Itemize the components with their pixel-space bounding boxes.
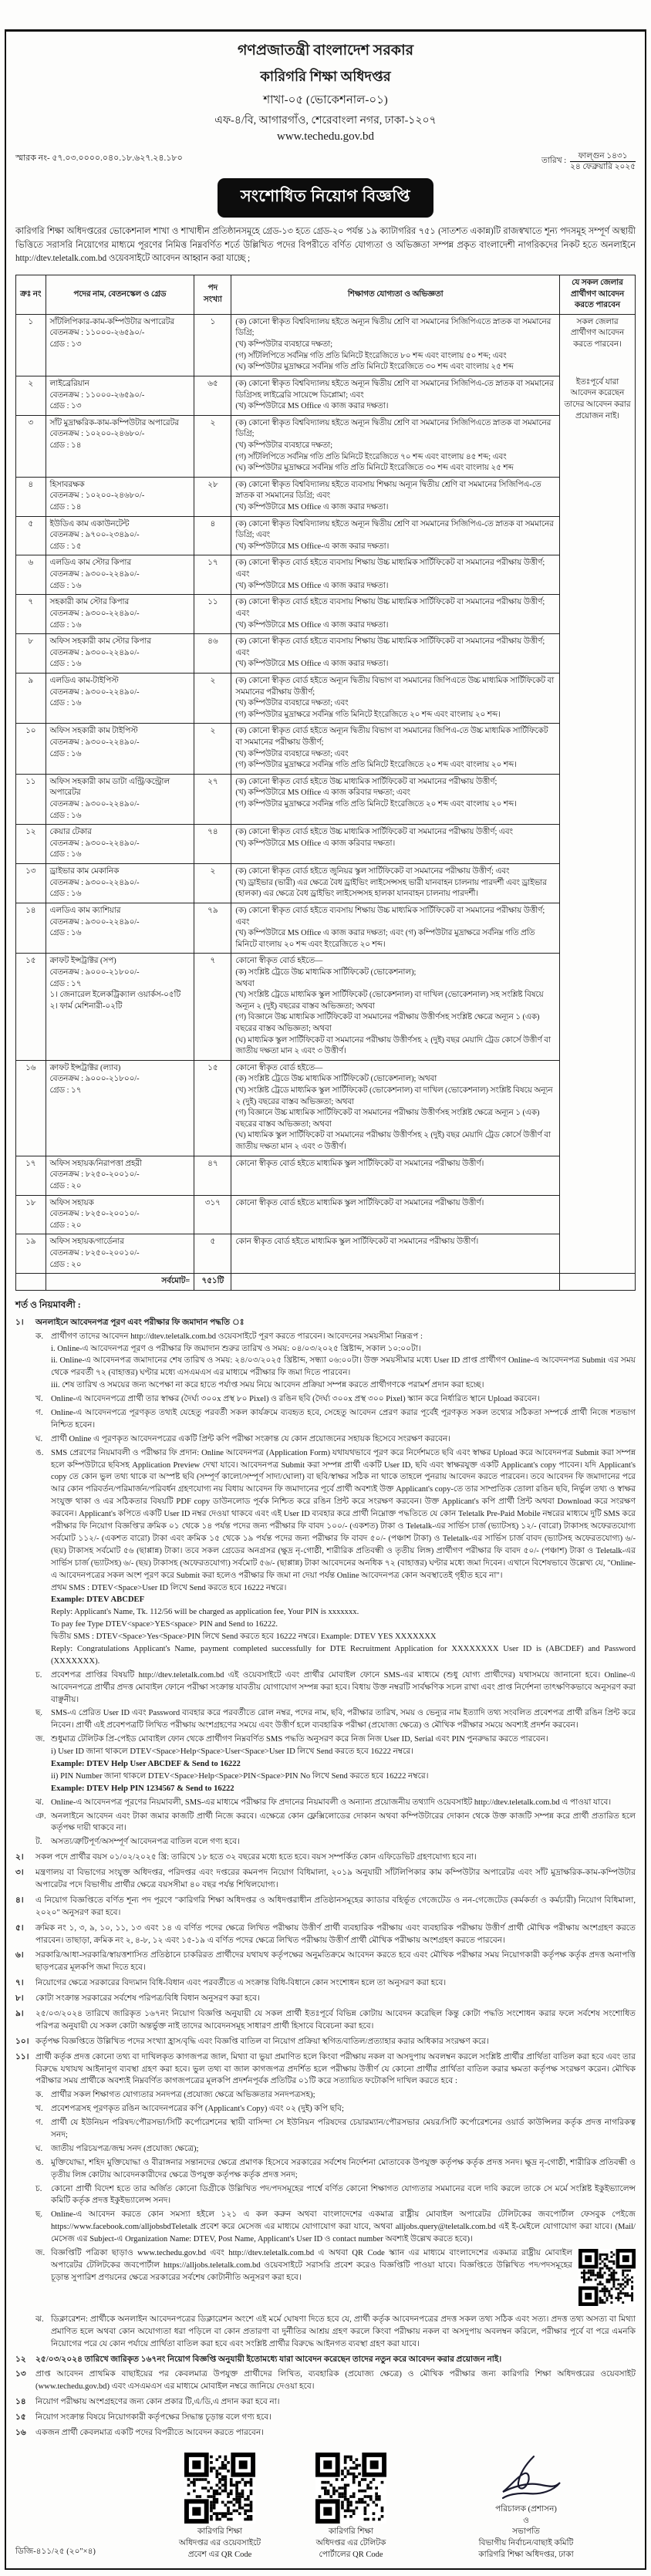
condition-number: ১২: [15, 2355, 26, 2364]
post-count: ২৭: [194, 774, 231, 824]
qualification-cell: (ক) কোনো স্বীকৃত বোর্ড হইতে জুনিয়র স্কুল সার্টিফিকেট বা সমমানের পরীক্ষায় উত্তীর্ণ; এবং (খ) ড্রাইভার (ভারী) এর ক্ষেত্রে বৈধ ড্রাইভিং লাইসেন্সসহ ভারী যানবাহন চালনায় পারদর্শী এবং ড্রাইভার (হালকা) এর ক্ষেত্রে বৈধ ড্রাইভিং লাইসেন্সসহ হালকা যানবাহন চালনায় পারদর্শী।: [231, 864, 560, 903]
sub-item-label: চ.: [35, 2184, 42, 2193]
signature-block: [417, 2450, 636, 2561]
table-row: [16, 1234, 636, 1274]
sub-item-label: ছ.: [35, 2210, 43, 2220]
condition-sub-item: [35, 1707, 636, 1732]
footer: [15, 2450, 636, 2561]
post-name-cell: ক্রাফট ইন্সট্রাক্টর (ল্যাব) বেতনক্রম : ৯০০০-২১৮০০/- গ্রেড : ১৭: [46, 1060, 194, 1156]
document-frame: [5, 29, 646, 2570]
table-header-row: [16, 275, 636, 315]
post-count: ৭৪: [194, 825, 231, 864]
sub-item-text: Online-এ আবেদনপত্র পূরণের নিয়মাবলী, SMS-এর মাধ্যমে পরীক্ষার ফি প্রদানের নিয়মাবলী ও অন্যান্য প্রয়োজনীয় তথ্যাদি ওয়েবসাইট http://dtev.teletalk.com.bd এ পাওয়া যাবে।: [51, 1798, 612, 1807]
condition-sub-item: [35, 2117, 636, 2142]
condition-text: নিয়োগের ক্ষেত্রে সরকারের বিদ্যমান বিধি-বিধান এবং পরবর্তীতে এ সংক্রান্ত বিধি-বিধানে কোন সংশোধন হলে তা অনুসরণ করা হবে।: [35, 1979, 447, 1988]
table-row: [16, 903, 636, 953]
table-row: [16, 1060, 636, 1156]
post-serial: ৯: [16, 673, 46, 723]
conditions-heading: শর্ত ও নিয়মাবলী :: [15, 1298, 81, 1310]
qr-code-website-icon: [154, 2453, 285, 2524]
sub-item-label: খ.: [35, 2105, 43, 2114]
table-row: [16, 415, 636, 477]
condition-item: [15, 1852, 636, 1864]
qualification-cell: (ক) কোনো স্বীকৃত বিশ্ববিদ্যালয় হইতে অন্যূন দ্বিতীয় শ্রেণি বা সমমানের সিজিপিএতে স্নাতক বা সমমানের ডিগ্রি; (খ) কম্পিউটার ব্যবহারে দক্ষতা; (গ) সাঁটলিপিতে সর্বনিম্ন গতি প্রতি মিনিটে ইংরেজিতে ৮০ শব্দ এবং বাংলায় ৫০ শব্দ; এবং (ঘ) কম্পিউটার মুদ্রাক্ষরে সর্বনিম্ন গতি প্রতি মিনিটে ইংরেজিতে ৩০ শব্দ এবং বাংলায় ২৫ শব্দ: [231, 314, 560, 376]
qualification-cell: (ক) কোনো স্বীকৃত বোর্ড হইতে ব্যবসায় শিক্ষায় উচ্চ মাধ্যমিক সার্টিফিকেট বা সমমানের পরীক্ষায় উত্তীর্ণ; এবং (খ) কম্পিউটারে MS Office এ কাজ করার দক্ষতা; এবং (গ) কম্পিউটার মুদ্রাক্ষরে সর্বনিম্ন গতি প্রতি মিনিটে বাংলায় ২০ শব্দ এবং ইংরেজিতে ২০ শব্দ।: [231, 903, 560, 953]
col-header-sl: ক্রঃ নং: [16, 275, 46, 315]
condition-sub-item: [35, 1331, 636, 1392]
condition-number: ৮।: [15, 1994, 24, 2004]
department-title: কারিগরি শিক্ষা অধিদপ্তর: [260, 69, 391, 84]
date-bangla: ফাল্গুন ১৪৩১: [570, 151, 636, 162]
condition-item: [15, 2354, 636, 2366]
condition-text: সকল পদে প্রার্থীর বয়স ০১/০২/২০২৫ খ্রি: তারিখে ১৮ হতে ৩২ বছরের মধ্যে হতে হবে। বয়স সম্পর্কিত কোন এফিডেভিট গ্রহণযোগ্য হবে না।: [35, 1853, 477, 1862]
post-count: ১৭: [194, 555, 231, 595]
condition-item: [15, 2051, 636, 2351]
condition-text: অনলাইনে আবেদনপত্র পূরণ এবং পরীক্ষার ফি জমাদান পদ্ধতি ঃ ক. প্রার্থীগণ তাদের আবেদন http://dtev.teletalk.com.bd ওয়েবসাইটে পূরণ করতে পারবেন। আবেদনের সময়সীমা নিম্নরূপ : i. Online-এ আবেদনপত্র পূরণ ও পরীক্ষার ফি জমাদান শুরুর তারিখ ও সময়: ০৪/০৩/২০২৫ খ্রিষ্টাব্দ, সকাল ১০:০০টা। ii. Online-এ আবেদনপত্র জমাদানের শেষ তারিখ ও সময়: ২৪/০৩/২০২৫ খ্রিষ্টাব্দ, সন্ধ্যা ০৬:০০টা। উক্ত সময়সীমার মধ্যে User ID প্রাপ্ত প্রার্থীগণ Online-এ আবেদনপত্র Submit এর সময় থেকে পরবর্তী ৭২ (বাহাত্তর) ঘণ্টার মধ্যে এসএমএস এর মাধ্যমে পরীক্ষার ফি জমা দিতে পারবেন। iii. শেষ তারিখ ও সময়ের জন্য অপেক্ষা না করে হাতে পর্যাপ্ত সময় নিয়ে আবেদন প্রক্রিয়া সম্পন্ন করতে প্রার্থীগণকে পরামর্শ প্রদান করা হচ্ছে। খ. Online-এ আবেদনপত্রে প্রার্থী তার স্বাক্ষর (দৈর্ঘ্য ৩০০x প্রস্থ ৮০ Pixel) ও রঙিন ছবি (দৈর্ঘ্য ৩০০x প্রস্থ ৩০০ Pixel) স্ক্যান করে নির্ধারিত স্থানে Upload করবেন। গ. Online-এ আবেদনপত্রে পূরণকৃত তথ্যই যেহেতু পরবর্তী সকল কার্যক্রমে ব্যবহৃত হবে, সেহেতু আবেদন প্রেরণ করার পূর্বেই পূরণকৃত সকল তথ্যের সঠিকতা সম্পর্কে প্রার্থী নিজে শতভাগ নিশ্চিত হবেন। ঘ. প্রার্থী Online এ পূরণকৃত আবেদনপত্রের একটি প্রিন্ট কপি পরীক্ষা সংক্রান্ত যে কোন প্রয়োজনের সহায়ক হিসেবে সংরক্ষণ করবেন। ঙ. SMS প্রেরণের নিয়মাবলী ও পরীক্ষার ফি প্রদান: Online আবেদনপত্র (Application Form) যথাযথভাবে পূরণ করে নির্দেশমতে ছবি এবং স্বাক্ষর Upload করে আবেদনপত্র Submit করা সম্পন্ন হলে কম্পিউটারে ছবিসহ Application Preview দেখা যাবে। আবেদনপত্র Submit করা সম্পন্ন প্রার্থী একটি User ID, ছবি এবং স্বাক্ষরযুক্ত একটি Applicant's copy পাবেন। যদি Applicant's copy তে কোন ভুল তথ্য থাকে বা অস্পষ্ট ছবি (সম্পূর্ণ কালো/সম্পূর্ণ সাদা/ঘোলা) বা ছবি/স্বাক্ষর সঠিক না থাকে তাহলে পুনরায় আবেদন করতে পারবেন। তবে আবেদন ফি জমাদানের পরে আর কোন পরিবর্তন/পরিমার্জন/পরিবর্ধন গ্রহণযোগ্য নয় বিধায় আবেদন ফি জমাদানের পূর্বে প্রার্থী অবশ্যই উক্ত Applicant's copy-তে তার সাম্প্রতিক তোলা রঙিন ছবি, নির্ভুল তথ্য ও স্বাক্ষর সংযুক্ত থাকা ও এর সঠিকতার বিষয়টি PDF copy ডাউনলোড পূর্বক নিশ্চিত করে রঙিন প্রিন্ট করে সংরক্ষণ করবেন। উক্ত Applicant's কপি প্রার্থী প্রিন্ট অথবা Download করে সংরক্ষণ করবেন। Applicant's কপিতে একটি User ID নম্বর দেওয়া থাকবে এবং এই User ID ব্যবহার করে প্রার্থী নিম্নোক্ত পদ্ধতিতে যে কোন Teletalk Pre-Paid Mobile নম্বরের মাধ্যমে দুটি SMS করে পরীক্ষার ফি নিয়োগ বিজ্ঞপ্তি'র ক্রমিক ০১ থেকে ১৪ পর্যন্ত পদের জন্য পরীক্ষার ফি বাবদ ১০০/- (একশত) টাকা ও Teletalk-এর সার্ভিস চার্জ (ভ্যাটসহ) ১২/- (বারো) টাকাসহ অফেরতযোগ্য সর্বমোট ১১২/- (একশত বারো) টাকা এবং ক্রমিক ১৫ থেকে ১৯ পর্যন্ত পদের জন্য পরীক্ষার ফি বাবদ ৫০/- (পঞ্চাশ টাকা) ও Teletalk-এর সার্ভিস চার্জ বাবদ (ভ্যাটসহ অফেরতযোগ্য) ৬/- (ছয়) টাকাসহ সর্বমোট ৫৬ (ছাপ্পান্ন) টাকা। তবে সকল গ্রেডের অনগ্রসর (ক্ষুদ্র নৃ-গোষ্ঠী, শারীরিক প্রতিবন্ধী ও তৃতীয় লিঙ্গ) প্রার্থীগণ পরীক্ষার ফি বাবদ ৫০/- (পঞ্চাশ) টাকা ও Teletalk-এর সার্ভিস চার্জ (ভ্যাটসহ) ৬/- (ছয়) টাকাসহ (অফেরতযোগ্য) সর্বমোট ৫৬/- (ছাপ্পান্ন) টাকা আবেদনের অনধিক ৭২ (বাহাত্তর) ঘণ্টার মধ্যে জমা দিবেন। এখানে বিশেষভাবে উল্লেখ্য যে, "Online-এ আবেদনপত্রের সকল অংশ পূরণ করে Submit করা হলেও পরীক্ষার ফি জমা না দেয়া পর্যন্ত Online আবেদনপত্র কোন অবস্থাতেই গৃহীত হবে না"। প্রথম SMS : DTEV<Space>User ID লিখে Send করতে হবে 16222 নম্বরে। Example: DTEV ABCDEF Reply: Applicant's Name, Tk. 112/56 will be charged as application fee, Your PIN is xxxxxxx. To pay fee Type DTEV<space>YES<space> PIN and Send to 16222. দ্বিতীয় SMS : DTEV<Space>Yes<Space>PIN লিখে Send করতে হবে 16222 নম্বরে। Example: DTEV YES XXXXXXX Reply: Congratulations Applicant's Name, payment completed successfully for DTE Recruitment Application for XXXXXXXX User ID is (ABCDEF) and Password (XXXXXXX). চ. প্রবেশপত্র প্রাপ্তির বিষয়টি http://dtev.teletalk.com.bd এই ওয়েবসাইটে এবং প্রার্থীর মোবাইল ফোনে SMS-এর মাধ্যমে (শুধু যোগ্য প্রার্থীদের) যথাসময়ে জানানো হবে। Online-এ আবেদনপত্রে প্রার্থীর প্রদত্ত মোবাইল ফোনে পরীক্ষা সংক্রান্ত যাবতীয় যোগাযোগ সম্পন্ন করা হবে। বিধায় উক্ত নম্বরটি সার্বক্ষণিক সচল রাখা এবং প্রাপ্ত নির্দেশনা তাৎক্ষণিকভাবে অনুসরণ করা বাঞ্ছনীয়। ছ. SMS-এ প্রেরিত User ID এবং Password ব্যবহার করে পরবর্তীতে রোল নম্বর, পদের নাম, ছবি, পরীক্ষার তারিখ, সময় ও ভেন্যুর নাম ইত্যাদি তথ্য সংবলিত প্রবেশপত্র প্রার্থী রঙিন প্রিন্ট করে নিবেন। প্রার্থী এই প্রবেশপত্রটি লিখিত পরীক্ষায় অংশগ্রহণের সময়ে এবং উত্তীর্ণ হলে ব্যবহারিক পরীক্ষা (প্রযোজ্য ক্ষেত্রে) ও মৌখিক পরীক্ষার সময়ে অবশ্যই প্রদর্শন করবেন। জ. শুধুমাত্র টেলিটক প্রি-পেইড মোবাইল ফোন থেকে প্রার্থীগণ নিম্নবর্ণিত SMS পদ্ধতি অনুসরণ করে নিজ নিজ User ID, Serial এবং PIN পুনরুদ্ধার করতে পারবেন। i) User ID জানা থাকলে DTEV<Space>Help<Space>User<Space>User ID লিখে Send করতে হবে 16222 নম্বরে। Example: DTEV Help User ABCDEF & Send to 16222 ii) PIN Number জানা থাকলে DTEV<Space>Help<Space>PIN<Space>PIN No লিখে Send করতে হবে 16222 নম্বরে। Example: DTEV Help PIN 1234567 & Send to 16222 ঝ. Online-এ আবেদনপত্র পূরণের নিয়মাবলী, SMS-এর মাধ্যমে পরীক্ষার ফি প্রদানের নিয়মাবলী ও অন্যান্য প্রয়োজনীয় তথ্যাদি ওয়েবসাইট http://dtev.teletalk.com.bd এ পাওয়া যাবে। ঞ. অনলাইনে আবেদন এবং টাকা জমার কাজটি প্রার্থী নিজে করবে। এক্ষেত্রে কোন ফ্লেক্সিলোডের দোকান অথবা কম্পিউটারের দোকান থেকে উক্ত কাজটি সম্পন্ন করে প্রার্থী প্রতারিত হলে কর্তৃপক্ষ দায়ী থাকবে না। ট. অসত্য/ত্রুটিপূর্ণ/অসম্পূর্ণ আবেদনপত্র বাতিল বলে গণ্য হবে।: [35, 1317, 636, 1848]
sub-item-text: SMS প্রেরণের নিয়মাবলী ও পরীক্ষার ফি প্রদান: Online আবেদনপত্র (Application Form) যথাযথভাবে পূরণ করে নির্দেশমতে ছবি এবং স্বাক্ষর Upload করে আবেদনপত্র Submit করা সম্পন্ন হলে কম্পিউটারে ছবিসহ Application Preview দেখা যাবে। আবেদনপত্র Submit করা সম্পন্ন প্রার্থী একটি User ID, ছবি এবং স্বাক্ষরযুক্ত একটি Applicant's copy পাবেন। যদি Applicant's copy তে কোন ভুল তথ্য থাকে বা অস্পষ্ট ছবি (সম্পূর্ণ কালো/সম্পূর্ণ সাদা/ঘোলা) বা ছবি/স্বাক্ষর সঠিক না থাকে তাহলে পুনরায় আবেদন করতে পারবেন। তবে আবেদন ফি জমাদানের পরে আর কোন পরিবর্তন/পরিমার্জন/পরিবর্ধন গ্রহণযোগ্য নয় বিধায় আবেদন ফি জমাদানের পূর্বে প্রার্থী অবশ্যই উক্ত Applicant's copy-তে তার সাম্প্রতিক তোলা রঙিন ছবি, নির্ভুল তথ্য ও স্বাক্ষর সংযুক্ত থাকা ও এর সঠিকতার বিষয়টি PDF copy ডাউনলোড পূর্বক নিশ্চিত করে রঙিন প্রিন্ট করে সংরক্ষণ করবেন। উক্ত Applicant's কপি প্রার্থী প্রিন্ট অথবা Download করে সংরক্ষণ করবেন। Applicant's কপিতে একটি User ID নম্বর দেওয়া থাকবে এবং এই User ID ব্যবহার করে প্রার্থী নিম্নোক্ত পদ্ধতিতে যে কোন Teletalk Pre-Paid Mobile নম্বরের মাধ্যমে দুটি SMS করে পরীক্ষার ফি নিয়োগ বিজ্ঞপ্তি'র ক্রমিক ০১ থেকে ১৪ পর্যন্ত পদের জন্য পরীক্ষার ফি বাবদ ১০০/- (একশত) টাকা ও Teletalk-এর সার্ভিস চার্জ (ভ্যাটসহ) ১২/- (বারো) টাকাসহ অফেরতযোগ্য সর্বমোট ১১২/- (একশত বারো) টাকা এবং ক্রমিক ১৫ থেকে ১৯ পর্যন্ত পদের জন্য পরীক্ষার ফি বাবদ ৫০/- (পঞ্চাশ টাকা) ও Teletalk-এর সার্ভিস চার্জ বাবদ (ভ্যাটসহ অফেরতযোগ্য) ৬/- (ছয়) টাকাসহ সর্বমোট ৫৬ (ছাপ্পান্ন) টাকা। তবে সকল গ্রেডের অনগ্রসর (ক্ষুদ্র নৃ-গোষ্ঠী, শারীরিক প্রতিবন্ধী ও তৃতীয় লিঙ্গ) প্রার্থীগণ পরীক্ষার ফি বাবদ ৫০/- (পঞ্চাশ) টাকা ও Teletalk-এর সার্ভিস চার্জ (ভ্যাটসহ) ৬/- (ছয়) টাকাসহ (অফেরতযোগ্য) সর্বমোট ৫৬/- (ছাপ্পান্ন) টাকা আবেদনের অনধিক ৭২ (বাহাত্তর) ঘণ্টার মধ্যে জমা দিবেন। এখানে বিশেষভাবে উল্লেখ্য যে, "Online-এ আবেদনপত্রের সকল অংশ পূরণ করে Submit করা হলেও পরীক্ষার ফি জমা না দেয়া পর্যন্ত Online আবেদনপত্র কোন অবস্থাতেই গৃহীত হবে না"। প্রথম SMS : DTEV<Space>User ID লিখে Send করতে হবে 16222 নম্বরে। Example: DTEV ABCDEF Reply: Applicant's Name, Tk. 112/56 will be charged as application fee, Your PIN is xxxxxxx. To pay fee Type DTEV<space>YES<space> PIN and Send to 16222. দ্বিতীয় SMS : DTEV<Space>Yes<Space>PIN লিখে Send করতে হবে 16222 নম্বরে। Example: DTEV YES XXXXXXX Reply: Congratulations Applicant's Name, payment completed successfully for DTE Recruitment Application for XXXXXXXX User ID is (ABCDEF) and Password (XXXXXXX).: [51, 1448, 636, 1666]
post-name-cell: ড্রাইভার কাম মেকানিক বেতনক্রম : ৯৩০০-২২৪৯০/- গ্রেড : ১৬: [46, 864, 194, 903]
post-serial: ১: [16, 314, 46, 376]
total-value: ৭৫১টি: [194, 1274, 231, 1291]
sub-item-text: প্রার্থী যে ইউনিয়ন পরিষদ/পৌরসভা/সিটি কর্পোরেশনের স্থায়ী বাসিন্দা সে ইউনিয়ন পরিষদের চেয়ারম্যান/পৌরসভার মেয়র/সিটি কর্পোরেশনের ওয়ার্ড কাউন্সিলর কর্তৃক প্রদত্ত নাগরিকত্ব সনদ;: [51, 2119, 636, 2140]
condition-number: ৫।: [15, 1923, 24, 1933]
qualification-cell: কোন স্বীকৃত বোর্ড হইতে মাধ্যমিক স্কুল সার্টিফিকেট বা সমমানের পরীক্ষায় উত্তীর্ণ।: [231, 1234, 560, 1274]
memo-row: [15, 151, 636, 172]
condition-number: ১১।: [15, 2052, 29, 2061]
post-count: ৭: [194, 954, 231, 1060]
sub-item-label: ঙ.: [35, 2158, 44, 2167]
condition-item: [15, 1317, 636, 1848]
table-row: [16, 954, 636, 1060]
condition-item: [15, 2427, 636, 2439]
post-count: ৩১৭: [194, 1195, 231, 1234]
post-count: ৪: [194, 516, 231, 555]
post-name-cell: অফিস সহকারী কাম টাইপিস্ট বেতনক্রম : ৯৩০০-২২৪৯০/- গ্রেড : ১৬: [46, 724, 194, 774]
condition-text: ক্রমিক নং ১, ৩, ৯, ১০, ১১, ১৩ এবং ১৪ এ বর্ণিত পদের ক্ষেত্রে লিখিত পরীক্ষায় উত্তীর্ণ প্রার্থী ব্যবহারিক পরীক্ষায় এবং ব্যবহারিক পরীক্ষায় উত্তীর্ণ প্রার্থী মৌখিক পরীক্ষায় অংশগ্রহণ করতে পারবেন। তাছাড়া, ক্রমিক নং ২, ৪-৮, ১২ এবং ১৫-১৯ এ বর্ণিত পদের ক্ষেত্রে লিখিত পরীক্ষায় উত্তীর্ণ প্রার্থী মৌখিক পরীক্ষায় অংশগ্রহণ করতে পারবেন।: [35, 1923, 636, 1945]
sub-item-text: শুধুমাত্র টেলিটক প্রি-পেইড মোবাইল ফোন থেকে প্রার্থীগণ নিম্নবর্ণিত SMS পদ্ধতি অনুসরণ করে নিজ নিজ User ID, Serial এবং PIN পুনরুদ্ধার করতে পারবেন। i) User ID জানা থাকলে DTEV<Space>Help<Space>User<Space>User ID লিখে Send করতে হবে 16222 নম্বরে। Example: DTEV Help User ABCDEF & Send to 16222 ii) PIN Number জানা থাকলে DTEV<Space>Help<Space>PIN<Space>PIN No লিখে Send করতে হবে 16222 নম্বরে। Example: DTEV Help PIN 1234567 & Send to 16222: [51, 1735, 548, 1793]
condition-sub-item: [35, 2103, 636, 2115]
post-count: ১১: [194, 595, 231, 634]
condition-number: ১৪: [15, 2398, 26, 2407]
condition-number: ১৬: [15, 2429, 26, 2438]
condition-item: [15, 2396, 636, 2409]
post-name-cell: অফিস সহায়ক বেতনক্রম : ৮২৫০-২০০১০/- গ্রেড : ২০: [46, 1195, 194, 1234]
date-block: [541, 151, 636, 172]
branch-line: শাখা-০৫ (ভোকেশনাল-০১): [263, 94, 388, 106]
post-count: ৭৯: [194, 903, 231, 953]
condition-sub-item: [35, 1797, 636, 1809]
condition-sub-item: [35, 1734, 636, 1794]
condition-item: [15, 2368, 636, 2393]
post-serial: ৬: [16, 555, 46, 595]
condition-item: [15, 2008, 636, 2033]
condition-number: ৪।: [15, 1896, 24, 1905]
sub-item-text: Online-এ আবেদনপত্রে প্রার্থী তার স্বাক্ষর (দৈর্ঘ্য ৩০০x প্রস্থ ৮০ Pixel) ও রঙিন ছবি (দৈর্ঘ্য ৩০০x প্রস্থ ৩০০ Pixel) স্ক্যান করে নির্ধারিত স্থানে Upload করবেন।: [51, 1395, 540, 1404]
qualification-cell: (ক) কোনো স্বীকৃত বিশ্ববিদ্যালয় হইতে অন্যূন দ্বিতীয় শ্রেণি বা সমমানের সিজিপিএতে স্নাতক বা সমমানের ডিগ্রি; (খ) কম্পিউটার ব্যবহারে দক্ষতা; (গ) সাঁটলিপিতে সর্বনিম্ন গতি প্রতি মিনিটে ইংরেজিতে ৭০ শব্দ এবং বাংলায় ৪৫ শব্দ; এবং (ঘ) কম্পিউটার মুদ্রাক্ষরে সর্বনিম্ন গতি প্রতি মিনিটে ইংরেজিতে ৩০ শব্দ এবং বাংলায় ২৫ শব্দ: [231, 415, 560, 477]
condition-text: কর্তৃপক্ষ বিজ্ঞপ্তিতে উল্লিখিত পদের সংখ্যা হ্রাস/বৃদ্ধি এবং বিজ্ঞপ্তি বাতিল বা নিয়োগ প্রক্রিয়া স্থগিত/বাতিল/প্রত্যাহার করার অধিকার সংরক্ষণ করে।: [35, 2037, 489, 2046]
post-serial: ৮: [16, 634, 46, 674]
sub-item-text: প্রবেশপত্রসহ পূরণকৃত রঙিন আবেদনপত্রের কপি (Applicant's Copy) এবং ০২ (দুই) কপি ছবি;: [51, 2105, 344, 2114]
post-count: ১: [194, 314, 231, 376]
post-serial: ৪: [16, 477, 46, 516]
conditions-list: [15, 1317, 636, 2439]
col-header-district: যে সকল জেলার প্রার্থীগণ আবেদন করতে পারবেন: [560, 275, 636, 315]
condition-item: [15, 1977, 636, 1990]
condition-number: ৬।: [15, 1951, 24, 1960]
condition-item: [15, 1950, 636, 1974]
print-code: ডিজি-৪১১/২৫ (২০"×৪): [15, 2547, 96, 2557]
district-note-cell: সকল জেলার প্রার্থীগণ আবেদন করতে পারবেন। ইতঃপূর্বে যারা আবেদন করেছেন তাদের আবেদন করার প্রয়োজন নাই।: [560, 314, 636, 1273]
qr-block-teletalk: [285, 2453, 417, 2561]
table-row: [16, 555, 636, 595]
condition-number: ১৩: [15, 2370, 26, 2379]
post-name-cell: এলডিএ কাম-টাইপিস্ট বেতনক্রম : ৯৩০০-২২৪৯০/- গ্রেড : ১৬: [46, 673, 194, 723]
table-row: [16, 774, 636, 824]
sub-item-text: মুক্তিযোদ্ধা, শহিদ মুক্তিযোদ্ধা ও বীরাঙ্গনার সন্তানদের ক্ষেত্রে প্রমাণক হিসেবে সরকারের সর্বশেষ নির্দেশনা মোতাবেক উপযুক্ত কর্তৃপক্ষ কর্তৃক প্রদত্ত সনদ। ক্ষুদ্র নৃ-গোষ্ঠী, শারীরিক প্রতিবন্ধী ও তৃতীয় লিঙ্গ কোটায় আবেদনকারীদের ক্ষেত্রে উপযুক্ত কর্তৃপক্ষ কর্তৃক প্রদত্ত সনদ;: [51, 2158, 636, 2179]
post-table-body: [16, 314, 636, 1273]
condition-sub-item: [35, 2157, 636, 2182]
post-name-cell: এলডিএ কাম ক্যাশিয়ার বেতনক্রম : ৯৩০০-২২৪৯০/- গ্রেড : ১৬: [46, 903, 194, 953]
table-row: [16, 864, 636, 903]
sub-item-label: জ.: [35, 2249, 46, 2258]
post-name-cell: লাইব্রেরিয়ান বেতনক্রম : ১১০০০-২৬৫৯০/- গ্রেড : ১৩: [46, 376, 194, 415]
condition-sub-item: [35, 2314, 636, 2351]
post-serial: ১২: [16, 825, 46, 864]
sub-item-text: কোনো প্রার্থী বিদেশ হতে তার অর্জিত কোনো ডিগ্রীকে উল্লিখিত পদ/পদসমূহের পার্শ্বে বর্ণিত কোনো শিক্ষাগত যোগ্যতার সমমানের বলে দাবি করলে তাকে সে মর্মে সংশ্লিষ্ট ইকুইভ্যালেন্স কমিটি কর্তৃক প্রদত্ত ইকুইভ্যালেন্স সনদ।: [51, 2184, 636, 2206]
table-row: [16, 595, 636, 634]
sub-item-label: ক.: [35, 1332, 44, 1341]
post-serial: ৫: [16, 516, 46, 555]
sub-item-label: ঘ.: [35, 1434, 43, 1443]
sub-item-text: Online-এ আবেদন করতে কোন সমস্যা হইলে ১২১ এ কল করুন অথবা বাংলাদেশের একমাত্র রাষ্ট্রীয় মোবাইল অপারেটর টেলিটকের জবপোর্টাল ফেসবুক পেইজে https://www.facebook.com/alljobsbdTeletalk প্রবেশ করে মেসেজ এর মাধ্যমে যোগাযোগ করা যাবে, অথবা alljobs.query@teletalk.com.bd এই ই-মেইলে যোগাযোগ করা যাবে। (Mail/মেসেজ এর Subject-এ Organization Name: DTEV, Post Name, Applicant's User ID ও contact number অবশ্যই উল্লেখ করতে হবে)।: [51, 2210, 636, 2244]
sub-item-label: ট.: [35, 1838, 42, 1847]
date-label: তারিখ :: [541, 157, 567, 166]
post-name-cell: অফিস সহায়ক/গার্ডেনার বেতনক্রম : ৮২৫০-২০০১০/- গ্রেড : ২০: [46, 1234, 194, 1274]
condition-sub-item: [35, 2247, 636, 2312]
total-label: সর্বমোট=: [46, 1274, 194, 1291]
post-name-cell: ইউডিএ কাম একাউনটেন্ট বেতনক্রম : ৯৭০০-২৩৪৯০/- গ্রেড : ১৫: [46, 516, 194, 555]
condition-text: ২৫/০৩/২০২৪ তারিখে জারিকৃত ১৬৭নং নিয়োগ বিজ্ঞপ্তি অনুযায়ী ইতোমধ্যে যারা আবেদন করেছেন তাদের নতুন করে আবেদন করার প্রয়োজন নাই।: [35, 2355, 502, 2364]
post-name-cell: অফিস সহায়ক/নিরাপত্তা প্রহরী বেতনক্রম : ৮২৫০-২০০১০/- গ্রেড : ২০: [46, 1156, 194, 1195]
post-serial: ৭: [16, 595, 46, 634]
condition-text: সরকারি/আধা-সরকারি/স্বায়ত্তশাসিত প্রতিষ্ঠানে চাকরিরত প্রার্থীদের যথাযথ কর্তৃপক্ষের অনুমতিক্রমে আবেদন করতে হবে এবং মৌখিক পরীক্ষার সময় নিয়োগকারী কর্তৃপক্ষ কর্তৃক প্রদত্ত অনাপত্তি ছাড়পত্রের মূলকপি জমা দিতে হবে।: [35, 1951, 636, 1973]
sub-item-label: চ.: [35, 1670, 42, 1680]
qr-code-teletalk-icon: [285, 2453, 417, 2524]
qualification-cell: (ক) কোনো স্বীকৃত বোর্ড হইতে ব্যবসায় শিক্ষায় উচ্চ মাধ্যমিক সার্টিফিকেট বা সমমানের পরীক্ষায় উত্তীর্ণ; এবং (খ) কম্পিউটারে MS Office এ কাজ করার দক্ষতা।: [231, 555, 560, 595]
sub-item-text: প্রার্থী Online এ পূরণকৃত আবেদনপত্রের একটি প্রিন্ট কপি পরীক্ষা সংক্রান্ত যে কোন প্রয়োজনের সহায়ক হিসেবে সংরক্ষণ করবেন।: [51, 1434, 451, 1443]
table-row: [16, 376, 636, 415]
condition-number: ২।: [15, 1853, 24, 1862]
memo-number: স্মারক নং- ৫৭.০৩.০০০০.০৪০.১৮.৬২৭.২৪.১৮০: [15, 154, 183, 163]
total-row: [16, 1274, 636, 1291]
qualification-cell: (ক) কোনো স্বীকৃত বিশ্ববিদ্যালয় হইতে অন্যূন দ্বিতীয় শ্রেণি বা সমমানের সিজিপিএ-তে স্নাতক বা সমমানের ডিগ্রিসহ লাইব্রেরি সায়েন্সে ডিপ্লোমা; এবং (খ) কম্পিউটারে MS Office এ কাজ করার দক্ষতা।: [231, 376, 560, 415]
condition-text: এ নিয়োগ বিজ্ঞপ্তিতে বর্ণিত শূন্য পদ পূরণে "কারিগরি শিক্ষা অধিদপ্তর ও অধিদপ্তরাধীন প্রতিষ্ঠানসমূহের ক্যাডার বহির্ভূত গেজেটেড ও নন-গেজেটেড (কর্মকর্তা ও কর্মচারী) নিয়োগ বিধিমালা, ২০২০" অনুসরণ করা হবে।: [35, 1896, 636, 1917]
condition-item: [15, 1867, 636, 1892]
post-name-cell: সহকারী কাম স্টোর কিপার বেতনক্রম : ৯৩০০-২২৪৯০/- গ্রেড : ১৬: [46, 595, 194, 634]
post-count: ৪৬: [194, 634, 231, 674]
condition-sub-item: [35, 1433, 636, 1446]
post-count: ২: [194, 724, 231, 774]
sub-item-text: প্রবেশপত্র প্রাপ্তির বিষয়টি http://dtev.teletalk.com.bd এই ওয়েবসাইটে এবং প্রার্থীর মোবাইল ফোনে SMS-এর মাধ্যমে (শুধু যোগ্য প্রার্থীদের) যথাসময়ে জানানো হবে। Online-এ আবেদনপত্রে প্রার্থীর প্রদত্ত মোবাইল ফোনে পরীক্ষা সংক্রান্ত যাবতীয় যোগাযোগ সম্পন্ন করা হবে। বিধায় উক্ত নম্বরটি সার্বক্ষণিক সচল রাখা এবং প্রাপ্ত নির্দেশনা তাৎক্ষণিকভাবে অনুসরণ করা বাঞ্ছনীয়।: [51, 1670, 636, 1704]
sub-item-label: ক.: [35, 2091, 44, 2100]
condition-sub-item: [35, 1447, 636, 1668]
post-name-cell: সাঁটলিপিকার-কাম-কম্পিউটার অপারেটর বেতনক্রম : ১১০০০-২৬৫৯০/- গ্রেড : ১৩: [46, 314, 194, 376]
sub-item-label: গ.: [35, 2119, 43, 2128]
post-name-cell: অফিস সহকারী কাম ডাটা এন্ট্রি/কন্ট্রোল অপারেটর বেতনক্রম : ৯৩০০-২২৪৯০/- গ্রেড : ১৬: [46, 774, 194, 824]
sub-item-label: ঞ.: [35, 1811, 46, 1821]
col-header-count: পদ সংখ্যা: [194, 275, 231, 315]
qr-block-website: [154, 2453, 285, 2561]
condition-text: একজন প্রার্থী কেবলমাত্র একটি পদের বিপরীতে আবেদন করতে পারবেন।: [35, 2429, 265, 2438]
post-name-cell: ক্রাফট ইন্সট্রাক্টর (সপ) বেতনক্রম : ৯০০০-২১৮০০/- গ্রেড : ১৭ ১। জেনারেল ইলেকট্রিক্যাল ওয়ার্কস-০৫টি ২। ফার্ম মেশিনারী-০২টি: [46, 954, 194, 1060]
signatory-designation: পরিচালক (প্রশাসন) ও সভাপতি বিভাগীয় নির্বাচন/বাছাই কমিটি কারিগরি শিক্ষা অধিদপ্তর, ঢাকা: [478, 2504, 574, 2559]
qualification-cell: কোনো স্বীকৃত বোর্ড হইতে মাধ্যমিক স্কুল সার্টিফিকেট বা সমমানের পরীক্ষায় উত্তীর্ণ।: [231, 1156, 560, 1195]
condition-number: ১০।: [15, 2037, 29, 2046]
post-serial: ১৭: [16, 1156, 46, 1195]
qualification-cell: (ক) কোনো স্বীকৃত বোর্ড হইতে অন্যূন দ্বিতীয় বিভাগ বা সমমানের জিপিএতে উচ্চ মাধ্যমিক সার্টিফিকেট বা সমমানের পরীক্ষায় উত্তীর্ণ; (খ) কম্পিউটার ব্যবহারে দক্ষতা; এবং (গ) কম্পিউটার মুদ্রাক্ষরে সর্বনিম্ন গতি মিনিটে ইংরেজিতে ২০ শব্দ এবং বাংলায় ২০ শব্দ।: [231, 673, 560, 723]
condition-text: প্রার্থী কর্তৃক প্রদত্ত কোনো তথ্য বা দাখিলকৃত কাগজপত্র জাল, মিথ্যা বা ভুয়া প্রমাণিত হলে কিংবা পরীক্ষায় নকল বা অসদুপায় অবলম্বন করলে সংশ্লিষ্ট প্রার্থীর প্রার্থিতা বাতিল করা হবে এবং তার বিরুদ্ধে যথাযথ আইনানুগ ব্যবস্থা গ্রহণ করা হবে। ভুল তথ্য বা জাল কাগজপত্র প্রদর্শিত হলে পরীক্ষায় উত্তীর্ণ যে কোনো প্রার্থীর প্রার্থিতা বাতিল করার ক্ষমতা কর্তৃপক্ষ সংরক্ষণ করেন। মৌখিক পরীক্ষার সময় প্রার্থীকে অবশ্যই নিম্নবর্ণিত কাগজপত্রের মূলকপি প্রদর্শনপূর্বক প্রতিটির ০১টি করে সত্যায়িত ফটোকপি দাখিল করতে হবে : ক. প্রার্থীর সকল শিক্ষাগত যোগ্যতার সনদপত্র (প্রযোজ্য ক্ষেত্রে অভিজ্ঞতার সনদপত্রসহ); খ. প্রবেশপত্রসহ পূরণকৃত রঙিন আবেদনপত্রের কপি (Applicant's Copy) এবং ০২ (দুই) কপি ছবি; গ. প্রার্থী যে ইউনিয়ন পরিষদ/পৌরসভা/সিটি কর্পোরেশনের স্থায়ী বাসিন্দা সে ইউনিয়ন পরিষদের চেয়ারম্যান/পৌরসভার মেয়র/সিটি কর্পোরেশনের ওয়ার্ড কাউন্সিলর কর্তৃক প্রদত্ত নাগরিকত্ব সনদ; ঘ. জাতীয় পরিচয়পত্র/জন্ম সনদ (প্রযোজ্য ক্ষেত্রে); ঙ. মুক্তিযোদ্ধা, শহিদ মুক্তিযোদ্ধা ও বীরাঙ্গনার সন্তানদের ক্ষেত্রে প্রমাণক হিসেবে সরকারের সর্বশেষ নির্দেশনা মোতাবেক উপযুক্ত কর্তৃপক্ষ কর্তৃক প্রদত্ত সনদ। ক্ষুদ্র নৃ-গোষ্ঠী, শারীরিক প্রতিবন্ধী ও তৃতীয় লিঙ্গ কোটায় আবেদনকারীদের ক্ষেত্রে উপযুক্ত কর্তৃপক্ষ কর্তৃক প্রদত্ত সনদ; চ. কোনো প্রার্থী বিদেশ হতে তার অর্জিত কোনো ডিগ্রীকে উল্লিখিত পদ/পদসমূহের পার্শ্বে বর্ণিত কোনো শিক্ষাগত যোগ্যতার সমমানের বলে দাবি করলে তাকে সে মর্মে সংশ্লিষ্ট ইকুইভ্যালেন্স কমিটি কর্তৃক প্রদত্ত ইকুইভ্যালেন্স সনদ। ছ. Online-এ আবেদন করতে কোন সমস্যা হইলে ১২১ এ কল করুন অথবা বাংলাদেশের একমাত্র রাষ্ট্রীয় মোবাইল অপারেটর টেলিটকের জবপোর্টাল ফেসবুক পেইজে https://www.facebook.com/alljobsbdTeletalk প্রবেশ করে মেসেজ এর মাধ্যমে যোগাযোগ করা যাবে, অথবা alljobs.query@teletalk.com.bd এই ই-মেইলে যোগাযোগ করা যাবে। (Mail/মেসেজ এর Subject-এ Organization Name: DTEV, Post Name, Applicant's User ID ও contact number অবশ্যই উল্লেখ করতে হবে)। জ. বিজ্ঞপ্তিটি পত্রিকা ছাড়াও www.techedu.gov.bd এবং http://dtev.teletalk.com.bd এ অথবা QR Code স্ক্যান এর মাধ্যমে বাংলাদেশের একমাত্র রাষ্ট্রীয় মোবাইল অপারেটর টেলিটকের জবপোর্টাল https://alljobs.teletalk.com.bd ওয়েবসাইটে সরাসরি প্রবেশ করেও বিজ্ঞপ্তিটি পাওয়া যাবে। বিজ্ঞপ্তিতে উল্লিখিত পদ/পদসমূহের চূড়ান্ত সুপারিশ প্রণয়নের ক্ষেত্রে সরকারের সর্বশেষ কোটানীতি অনুসরণ করা হবে। ঝ. ডিক্লারেশন: প্রার্থীকে অনলাইন আবেদনপত্রের ডিক্লারেশন অংশে এই মর্মে ঘোষণা দিতে হবে যে, প্রার্থী কর্তৃক আবেদনপত্রের প্রদত্ত সকল তথ্য সঠিক এবং সত্য। প্রদত্ত তথ্য অসত্য বা মিথ্যা প্রমাণিত হলে অথবা কোন অযোগ্যতা ধরা পড়িলে বা কোন প্রতারণা বা দুর্নীতির আশ্রয় গ্রহণ করলে কিংবা পরীক্ষায় নকল বা অসদুপায় অবলম্বন করিলে, পরীক্ষার পূর্বে বা পরে এমনকি নিয়োগের পরে যে কোন পর্যায়ে প্রার্থিতা বাতিল করা হবে এবং সংশ্লিষ্ট প্রার্থীর বিরুদ্ধে আইনগত ব্যবস্থা গ্রহণ করা যাবে।: [35, 2051, 636, 2351]
qualification-cell: (ক) কোনো স্বীকৃত বিশ্ববিদ্যালয় হইতে অন্যূন দ্বিতীয় শ্রেণি বা সমমানের সিজিপিএ-তে স্নাতক বা সমমানের ডিগ্রি; এবং (খ) কম্পিউটারে MS Office-এ কাজ করার দক্ষতা।: [231, 516, 560, 555]
post-name-cell: অফিস সহকারী কাম স্টোর কিপার বেতনক্রম : ৯৩০০-২২৪৯০/- গ্রেড : ১৬: [46, 634, 194, 674]
post-serial: ২: [16, 376, 46, 415]
post-count: ৪৭: [194, 1156, 231, 1195]
table-row: [16, 314, 636, 376]
col-header-post: পদের নাম, বেতনস্কেল ও গ্রেড: [46, 275, 194, 315]
sub-item-label: জ.: [35, 1735, 46, 1744]
qr-website-caption: কারিগরি শিক্ষা অধিদপ্তর এর ওয়েবসাইটে প্রবেশ এর QR Code: [178, 2527, 261, 2559]
post-count: ৫: [194, 1234, 231, 1274]
qr-teletalk-caption: কারিগরি শিক্ষা অধিদপ্তর এর টেলিটক পোর্টালের QR Code: [315, 2527, 386, 2559]
post-count: ২: [194, 864, 231, 903]
date-gregorian: ২৪ ফেব্রুয়ারি ২০২৫: [570, 163, 636, 172]
col-header-qualification: শিক্ষাগত যোগ্যতা ও অভিজ্ঞতা: [231, 275, 560, 315]
qualification-cell: (ক) কোনো স্বীকৃত বোর্ড হইতে উচ্চ মাধ্যমিক সার্টিফিকেট বা সমমানের পরীক্ষায় উত্তীর্ণ; এবং (খ) কম্পিউটারে MS Office এ কাজ করিবার দক্ষতা।: [231, 825, 560, 864]
condition-item: [15, 1895, 636, 1919]
condition-text: ২৫/০৩/২০২৪ তারিখে জারিকৃত ১৬৭নং নিয়োগ বিজ্ঞপ্তি অনুযায়ী যে সকল প্রার্থী ইতঃপূর্বে বিভিন্ন কোটায় আবেদন করেছিল কিন্তু কোটা পদ্ধতি সংশোধন করার ফলে সর্বশেষ সংশোধিত পরিপত্র অনুযায়ী যে সকল কোটা অন্তর্ভুক্ত নাই তাদের আবেদনসমূহ সাধারণ প্রার্থী হিসাবে বিবেচনা করা হবে।: [35, 2010, 636, 2031]
sub-item-text: অসত্য/ত্রুটিপূর্ণ/অসম্পূর্ণ আবেদনপত্র বাতিল বলে গণ্য হবে।: [51, 1838, 240, 1847]
qualification-cell: কোনো স্বীকৃত বোর্ড হইতে মাধ্যমিক স্কুল সার্টিফিকেট বা সমমানের পরীক্ষায় উত্তীর্ণ।: [231, 1195, 560, 1234]
post-name-cell: কেয়ার টেকার বেতনক্রম : ৯৩০০-২২৪৯০/- গ্রেড : ১৬: [46, 825, 194, 864]
website-link: www.techedu.gov.bd: [277, 130, 374, 143]
qualification-cell: (ক) কোনো স্বীকৃত বোর্ড হইতে উচ্চ মাধ্যমিক সার্টিফিকেট বা সমমানের পরীক্ষায় উত্তীর্ণ; (খ) কম্পিউটারে MS Office এ কাজ করিবার দক্ষতা; এবং (গ) কম্পিউটার মুদ্রাক্ষরে সর্বনিম্ন গতি প্রতি মিনিটে ইংরেজিতে ২০ শব্দ এবং বাংলায় ২০ শব্দ।: [231, 774, 560, 824]
qr-code-alljobs-icon: [578, 2249, 636, 2311]
sub-item-text: জাতীয় পরিচয়পত্র/জন্ম সনদ (প্রযোজ্য ক্ষেত্রে);: [51, 2144, 199, 2153]
condition-sub-item: [35, 1407, 636, 1432]
post-serial: ১৯: [16, 1234, 46, 1274]
post-serial: ১৫: [16, 954, 46, 1060]
table-row: [16, 634, 636, 674]
condition-item: [15, 2036, 636, 2048]
sub-item-label: গ.: [35, 1409, 43, 1418]
condition-item: [15, 2412, 636, 2424]
table-row: [16, 1156, 636, 1195]
post-serial: ১০: [16, 724, 46, 774]
intro-paragraph: কারিগরি শিক্ষা অধিদপ্তরের ভোকেশনাল শাখা ও শাখাধীন প্রতিষ্ঠানসমূহে গ্রেড-১৩ হতে গ্রেড-২০ পর্যন্ত ১৯ ক্যাটাগরির ৭৫১ (সাতশত একান্ন)টি রাজস্বখাতে শূন্য পদসমূহ সম্পূর্ণ অস্থায়ী ভিত্তিতে সরাসরি নিয়োগের মাধ্যমে পূরণের নিমিত্ত নিম্নবর্ণিত শর্তে উল্লিখিত পদের বিপরীতে বর্ণিত যোগ্যতা ও অভিজ্ঞতা সম্পন্ন প্রকৃত বাংলাদেশী নাগরিকদের নিকট হতে অনলাইনে http://dtev.teletalk.com.bd ওয়েবসাইটে আবেদন আহ্বান করা যাচ্ছে ;: [15, 227, 636, 264]
condition-sub-item: [35, 1811, 636, 1835]
condition-sub-item: [35, 2089, 636, 2102]
condition-number: ৯।: [15, 2010, 24, 2018]
table-row: [16, 724, 636, 774]
condition-number: ৩।: [15, 1869, 24, 1878]
sub-item-label: ঙ.: [35, 1448, 44, 1457]
sub-item-label: ঝ.: [35, 2314, 44, 2324]
notice-title: সংশোধিত নিয়োগ বিজ্ঞপ্তি: [218, 178, 433, 218]
post-count: ২: [194, 673, 231, 723]
condition-text: নিয়োগ সংক্রান্ত বিষয়ে নিয়োগকারী কর্তৃপক্ষের সিদ্ধান্ত চূড়ান্ত বলে গণ্য হবে।: [35, 2413, 272, 2422]
qualification-cell: কোনো স্বীকৃত বোর্ড হইতে— (ক) সংশ্লিষ্ট ট্রেডে উচ্চ মাধ্যমিক সার্টিফিকেট (ভোকেশনাল); অথবা (খ) সংশ্লিষ্ট ট্রেডে মাধ্যমিক স্কুল সার্টিফিকেট (ভোকেশনাল) বা দাখিল (ভোকেশনাল) সংশ্লিষ্ট বিষয়ে অন্যূন ২ (দুই) বছরের বাস্তব অভিজ্ঞতা; অথবা (গ) বিজ্ঞানে উচ্চ মাধ্যমিক সার্টিফিকেট বা সমমানের পরীক্ষায় উত্তীর্ণসহ সংশ্লিষ্ট ক্ষেত্রে অন্যূন ১ (এক) বছরের বাস্তব অভিজ্ঞতা; অথবা (ঘ) মাধ্যমিক স্কুল সার্টিফিকেট বা সমমানের পরীক্ষায় উত্তীর্ণসহ ২ (দুই) বছর মেয়াদি ট্রেড কোর্সে উত্তীর্ণ বা জাতীয় দক্ষতা মান ২ এবং ৩ উত্তীর্ণ।: [231, 1060, 560, 1156]
condition-item: [15, 1993, 636, 2005]
table-row: [16, 477, 636, 516]
post-serial: ৩: [16, 415, 46, 477]
sub-item-text: Online-এ আবেদনপত্রে পূরণকৃত তথ্যই যেহেতু পরবর্তী সকল কার্যক্রমে ব্যবহৃত হবে, সেহেতু আবেদন প্রেরণ করার পূর্বেই পূরণকৃত সকল তথ্যের সঠিকতা সম্পর্কে প্রার্থী নিজে শতভাগ নিশ্চিত হবেন।: [51, 1409, 636, 1430]
sub-item-label: ঘ.: [35, 2144, 43, 2153]
table-row: [16, 516, 636, 555]
table-row: [16, 673, 636, 723]
sub-item-label: ছ.: [35, 1709, 43, 1718]
condition-number: ১৫: [15, 2413, 26, 2422]
condition-sub-item: [35, 1670, 636, 1707]
condition-sub-item: [35, 2183, 636, 2208]
condition-sub-item: [35, 2143, 636, 2156]
qualification-cell: (ক) কোনো স্বীকৃত বোর্ড হইতে ব্যবসায় শিক্ষায় উচ্চ মাধ্যমিক সার্টিফিকেট বা সমমানের পরীক্ষায় উত্তীর্ণ; এবং (খ) কম্পিউটারে MS Office এ কাজ করার দক্ষতা।: [231, 634, 560, 674]
sub-item-text: ডিক্লারেশন: প্রার্থীকে অনলাইন আবেদনপত্রের ডিক্লারেশন অংশে এই মর্মে ঘোষণা দিতে হবে যে, প্রার্থী কর্তৃক আবেদনপত্রের প্রদত্ত সকল তথ্য সঠিক এবং সত্য। প্রদত্ত তথ্য অসত্য বা মিথ্যা প্রমাণিত হলে অথবা কোন অযোগ্যতা ধরা পড়িলে বা কোন প্রতারণা বা দুর্নীতির আশ্রয় গ্রহণ করলে কিংবা পরীক্ষায় নকল বা অসদুপায় অবলম্বন করিলে, পরীক্ষার পূর্বে বা পরে এমনকি নিয়োগের পরে যে কোন পর্যায়ে প্রার্থিতা বাতিল করা হবে এবং সংশ্লিষ্ট প্রার্থীর বিরুদ্ধে আইনগত ব্যবস্থা গ্রহণ করা যাবে।: [51, 2314, 636, 2348]
qualification-cell: (ক) কোনো স্বীকৃত বোর্ড হইতে ব্যবসায় শিক্ষায় উচ্চ মাধ্যমিক সার্টিফিকেট বা সমমানের পরীক্ষায় উত্তীর্ণ; এবং (খ) কম্পিউটারে MS Office এ কাজ করার দক্ষতা।: [231, 595, 560, 634]
post-name-cell: এলডিএ কাম স্টোর কিপার বেতনক্রম : ৯৩০০-২২৪৯০/- গ্রেড : ১৬: [46, 555, 194, 595]
sub-item-text: অনলাইনে আবেদন এবং টাকা জমার কাজটি প্রার্থী নিজে করবে। এক্ষেত্রে কোন ফ্লেক্সিলোডের দোকান অথবা কম্পিউটারের দোকান থেকে উক্ত কাজটি সম্পন্ন করে প্রার্থী প্রতারিত হলে কর্তৃপক্ষ দায়ী থাকবে না।: [51, 1811, 636, 1833]
post-count: ২: [194, 415, 231, 477]
post-serial: ১৪: [16, 903, 46, 953]
condition-number: ১।: [15, 1318, 24, 1327]
post-serial: ১১: [16, 774, 46, 824]
post-name-cell: সাঁট মুদ্রাক্ষরিক-কাম-কম্পিউটার অপারেটর বেতনক্রম : ১০২০০-২৪৬৮০/- গ্রেড : ১৪: [46, 415, 194, 477]
condition-text: মন্ত্রণালয় বা বিভাগের সংযুক্ত অধিদপ্তর, পরিদপ্তর এবং দপ্তরের কমনপদ নিয়োগ বিধিমালা, ২০১৯ অনুযায়ী সাঁটলিপিকার কাম কম্পিউটার অপারেটর এবং সাঁট মুদ্রাক্ষরিক-কাম-কম্পিউটার অপারেটর পদে বিভাগীয় প্রার্থীর ক্ষেত্রে বয়সসীমা ৪০ বছর পর্যন্ত শিথিলযোগ্য।: [35, 1869, 636, 1889]
signature-icon: [480, 2450, 572, 2504]
sub-item-text: বিজ্ঞপ্তিটি পত্রিকা ছাড়াও www.techedu.gov.bd এবং http://dtev.teletalk.com.bd এ অথবা QR Code স্ক্যান এর মাধ্যমে বাংলাদেশের একমাত্র রাষ্ট্রীয় মোবাইল অপারেটর টেলিটকের জবপোর্টাল https://alljobs.teletalk.com.bd ওয়েবসাইটে সরাসরি প্রবেশ করেও বিজ্ঞপ্তিটি পাওয়া যাবে। বিজ্ঞপ্তিতে উল্লিখিত পদ/পদসমূহের চূড়ান্ত সুপারিশ প্রণয়নের ক্ষেত্রে সরকারের সর্বশেষ কোটানীতি অনুসরণ করা হবে।: [51, 2247, 636, 2312]
condition-sub-item: [35, 1836, 636, 1848]
sub-item-text: প্রার্থীর সকল শিক্ষাগত যোগ্যতার সনদপত্র (প্রযোজ্য ক্ষেত্রে অভিজ্ঞতার সনদপত্রসহ);: [51, 2091, 315, 2100]
condition-item: [15, 1923, 636, 1947]
post-count: ৬৫: [194, 376, 231, 415]
condition-number: ৭।: [15, 1979, 24, 1988]
post-serial: ১৩: [16, 864, 46, 903]
sub-item-text: প্রার্থীগণ তাদের আবেদন http://dtev.teletalk.com.bd ওয়েবসাইটে পূরণ করতে পারবেন। আবেদনের সময়সীমা নিম্নরূপ : i. Online-এ আবেদনপত্র পূরণ ও পরীক্ষার ফি জমাদান শুরুর তারিখ ও সময়: ০৪/০৩/২০২৫ খ্রিষ্টাব্দ, সকাল ১০:০০টা। ii. Online-এ আবেদনপত্র জমাদানের শেষ তারিখ ও সময়: ২৪/০৩/২০২৫ খ্রিষ্টাব্দ, সন্ধ্যা ০৬:০০টা। উক্ত সময়সীমার মধ্যে User ID প্রাপ্ত প্রার্থীগণ Online-এ আবেদনপত্র Submit এর সময় থেকে পরবর্তী ৭২ (বাহাত্তর) ঘণ্টার মধ্যে এসএমএস এর মাধ্যমে পরীক্ষার ফি জমা দিতে পারবেন। iii. শেষ তারিখ ও সময়ের জন্য অপেক্ষা না করে হাতে পর্যাপ্ত সময় নিয়ে আবেদন প্রক্রিয়া সম্পন্ন করতে প্রার্থীগণকে পরামর্শ প্রদান করা হচ্ছে।: [51, 1332, 636, 1390]
condition-sub-item: [35, 1393, 636, 1406]
qualification-cell: কোনো স্বীকৃত বোর্ড হইতে— (ক) সংশ্লিষ্ট ট্রেডে উচ্চ মাধ্যমিক সার্টিফিকেট (ভোকেশনাল); অথবা (খ) সংশ্লিষ্ট ট্রেডে মাধ্যমিক স্কুল সার্টিফিকেট (ভোকেশনাল) বা দাখিল (ভোকেশনাল) সহ সংশ্লিষ্ট বিষয়ে অন্যূন ২ (দুই) বছরের বাস্তব অভিজ্ঞতা; অথবা (গ) বিজ্ঞানে উচ্চ মাধ্যমিক সার্টিফিকেট বা সমমানের পরীক্ষায় উত্তীর্ণসহ সংশ্লিষ্ট ক্ষেত্রে অন্যূন ১ (এক) বছরের বাস্তব অভিজ্ঞতা; অথবা (ঘ) মাধ্যমিক স্কুল সার্টিফিকেট বা সমমানের পরীক্ষায় উত্তীর্ণসহ ২ (দুই) বছর মেয়াদি ট্রেড কোর্সে উত্তীর্ণ বা জাতীয় দক্ষতা মান ২ এবং ৩ উত্তীর্ণ।: [231, 954, 560, 1060]
table-row: [16, 1195, 636, 1234]
post-serial: ১৬: [16, 1060, 46, 1156]
post-count: ১৫: [194, 1060, 231, 1156]
sub-item-text: SMS-এ প্রেরিত User ID এবং Password ব্যবহার করে পরবর্তীতে রোল নম্বর, পদের নাম, ছবি, পরীক্ষার তারিখ, সময় ও ভেন্যুর নাম ইত্যাদি তথ্য সংবলিত প্রবেশপত্র প্রার্থী রঙিন প্রিন্ট করে নিবেন। প্রার্থী এই প্রবেশপত্রটি লিখিত পরীক্ষায় অংশগ্রহণের সময়ে এবং উত্তীর্ণ হলে ব্যবহারিক পরীক্ষা (প্রযোজ্য ক্ষেত্রে) ও মৌখিক পরীক্ষার সময়ে অবশ্যই প্রদর্শন করবেন।: [51, 1709, 636, 1730]
qualification-cell: (ক) কোনো স্বীকৃত বোর্ড হইতে অন্যূন দ্বিতীয় বিভাগ বা সমমানের জিপিএ-তে উচ্চ মাধ্যমিক সার্টিফিকেট বা সমমানের পরীক্ষায় উত্তীর্ণ; (খ) কম্পিউটার ব্যবহারে দক্ষতা; এবং (গ) কম্পিউটার মুদ্রাক্ষরে সর্বনিম্ন গতি প্রতি মিনিটে ইংরেজিতে ২০ শব্দ এবং বাংলায় ২০ শব্দ।: [231, 724, 560, 774]
post-serial: ১৮: [16, 1195, 46, 1234]
post-name-cell: হিসাবরক্ষক বেতনক্রম : ১০২০০-২৪৬৮০/- গ্রেড : ১৪: [46, 477, 194, 516]
table-row: [16, 825, 636, 864]
condition-text: প্রাপ্ত আবেদন প্রাথমিক বাছাইয়ের পর কেবলমাত্র উপযুক্ত প্রার্থীদের লিখিত, ব্যবহারিক (প্রযোজ্য ক্ষেত্রে) ও মৌখিক পরীক্ষার জন্য কারিগরি শিক্ষা অধিদপ্তরের ওয়েবসাইট (www.techedu.gov.bd) এবং এসএমএস এর মাধ্যমে মোবাইল নম্বরে জানিয়ে দেওয়া হবে।: [35, 2370, 636, 2392]
sub-item-label: ঝ.: [35, 1798, 44, 1807]
condition-text: নিয়োগ পরীক্ষায় অংশগ্রহণের জন্য কোন প্রকার টি,এ/ডি,এ প্রদান করা হবে না।: [35, 2398, 280, 2407]
condition-text: কোটা সংক্রান্ত সরকারের সর্বশেষ পরিপত্র/বিধি বিধান অনুসরণ করা হবে।: [35, 1994, 260, 2004]
post-table: [15, 275, 636, 1291]
post-count: ২৮: [194, 477, 231, 516]
address-line: এফ-৪/বি, আগারগাঁও, শেরেবাংলা নগর, ঢাকা-১২০৭: [214, 115, 437, 127]
government-title: গণপ্রজাতন্ত্রী বাংলাদেশ সরকার: [237, 42, 414, 59]
condition-sub-item: [35, 2209, 636, 2246]
qualification-cell: (ক) কোনো স্বীকৃত বিশ্ববিদ্যালয় হইতে ব্যবসায় শিক্ষায় অন্যূন দ্বিতীয় শ্রেণি বা সমমানের সিজিপিএ-তে স্নাতক বা সমমানের ডিগ্রি; এবং (খ) কম্পিউটারে MS Office এ কাজ করার দক্ষতা।: [231, 477, 560, 516]
sub-item-label: খ.: [35, 1395, 43, 1404]
